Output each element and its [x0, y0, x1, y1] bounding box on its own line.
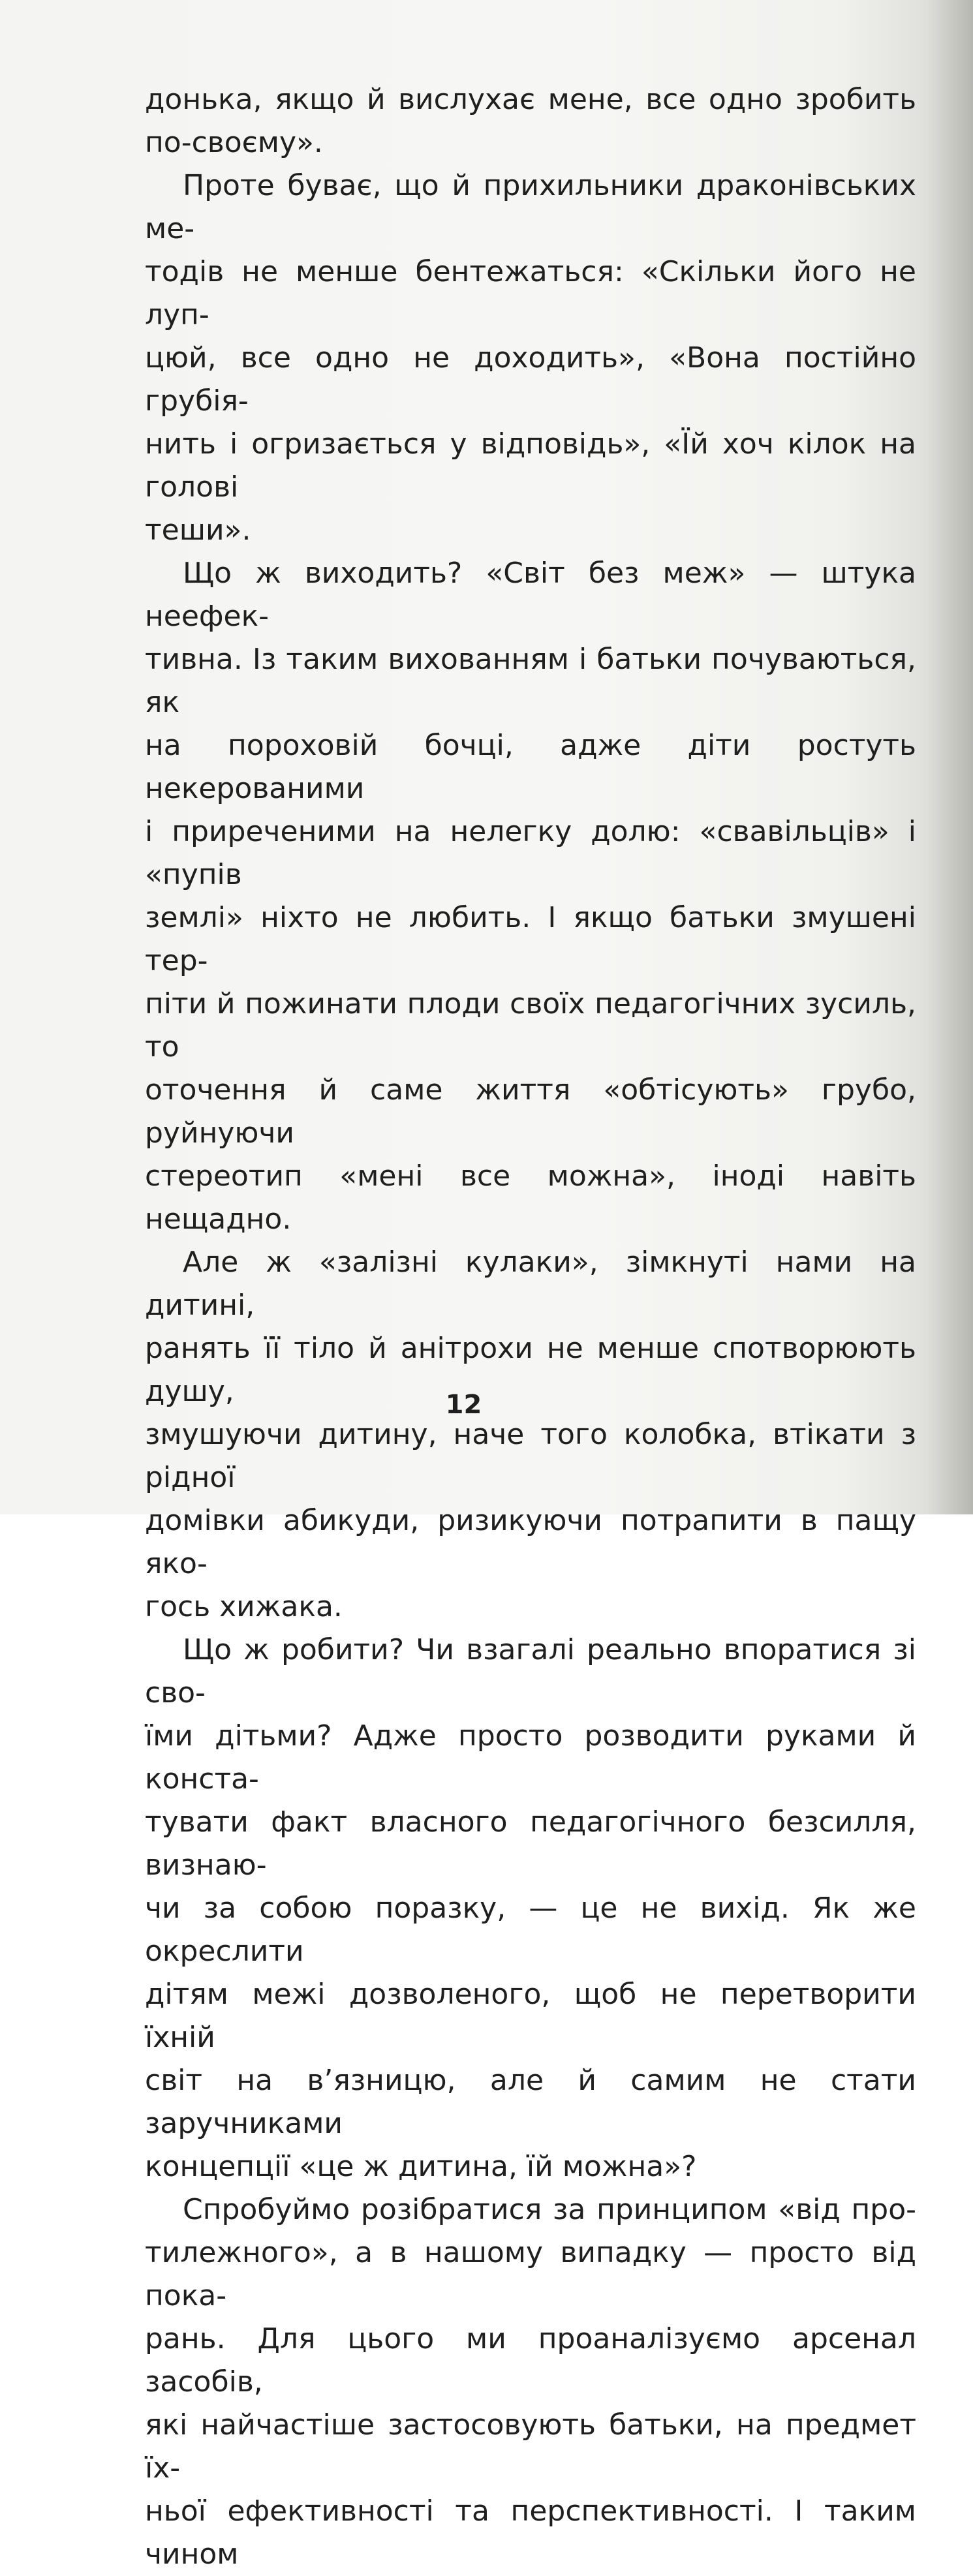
text-line: оточення й саме життя «обтісують» грубо, руйнуючи — [145, 1073, 916, 1150]
paragraph-5 — [145, 1629, 916, 2188]
paragraph-2 — [145, 164, 916, 552]
text-line: землі» ніхто не любить. І якщо батьки змушені тер- — [145, 901, 916, 977]
text-line: донька, якщо й вислухає мене, все одно зробить — [145, 83, 916, 116]
text-line: рань. Для цього ми проаналізуємо арсенал засобів, — [145, 2322, 916, 2399]
page-number: 12 — [445, 1390, 482, 1420]
paragraph-4 — [145, 1241, 916, 1629]
text-line: чи за собою поразку, — це не вихід. Як же окреслити — [145, 1892, 916, 1968]
text-line: Проте буває, що й прихильники драконівських ме- — [145, 169, 916, 245]
text-line: домівки абикуди, ризикуючи потрапити в пащу яко- — [145, 1504, 916, 1580]
text-line: теши». — [145, 514, 251, 547]
text-line: їми дітьми? Адже просто розводити руками й конста- — [145, 1719, 916, 1796]
text-line: гось хижака. — [145, 1590, 343, 1623]
text-line: концепції «це ж дитина, їй можна»? — [145, 2150, 697, 2183]
text-line: Але ж «залізні кулаки», зімкнуті нами на дитині, — [145, 1246, 916, 1322]
text-line: світ на в’язницю, але й самим не стати заручниками — [145, 2064, 916, 2140]
text-line: Спробуймо розібратися за принципом «від про- — [183, 2193, 916, 2226]
text-line: і приреченими на нелегку долю: «свавільців» і «пупів — [145, 815, 916, 891]
text-line: тодів не менше бентежаться: «Скільки його не луп- — [145, 255, 916, 331]
text-line: змушуючи дитину, наче того колобка, втікати з рідної — [145, 1418, 916, 1494]
text-line: Що ж виходить? «Світ без меж» — штука неефек- — [145, 557, 916, 633]
text-line: тивна. Із таким вихованням і батьки почуваються, як — [145, 643, 916, 719]
text-line: цюй, все одно не доходить», «Вона постійно грубія- — [145, 341, 916, 418]
text-line: тувати факт власного педагогічного безсилля, визнаю- — [145, 1805, 916, 1882]
text-line: дітям межі дозволеного, щоб не перетворити їхній — [145, 1978, 916, 2054]
paragraph-6 — [145, 2188, 916, 2576]
text-line: нить і огризається у відповідь», «Їй хоч кілок на голові — [145, 427, 916, 504]
body-text — [145, 78, 916, 2576]
text-line: на пороховій бочці, адже діти ростуть некерованими — [145, 729, 916, 805]
paragraph-3 — [145, 552, 916, 1241]
text-line: піти й пожинати плоди своїх педагогічних зусиль, то — [145, 987, 916, 1064]
text-line: які найчастіше застосовують батьки, на предмет їх- — [145, 2408, 916, 2485]
text-line: ранять її тіло й анітрохи не менше спотворюють душу, — [145, 1332, 916, 1408]
text-line: ньої ефективності та перспективності. І таким чином — [145, 2494, 916, 2571]
paragraph-1 — [145, 78, 916, 164]
text-line: тилежного», а в нашому випадку — просто від пока- — [145, 2236, 916, 2312]
text-line: по-своєму». — [145, 126, 323, 159]
text-line: Що ж робити? Чи взагалі реально впоратися зі сво- — [145, 1633, 916, 1710]
text-line: стереотип «мені все можна», іноді навіть нещадно. — [145, 1159, 916, 1236]
